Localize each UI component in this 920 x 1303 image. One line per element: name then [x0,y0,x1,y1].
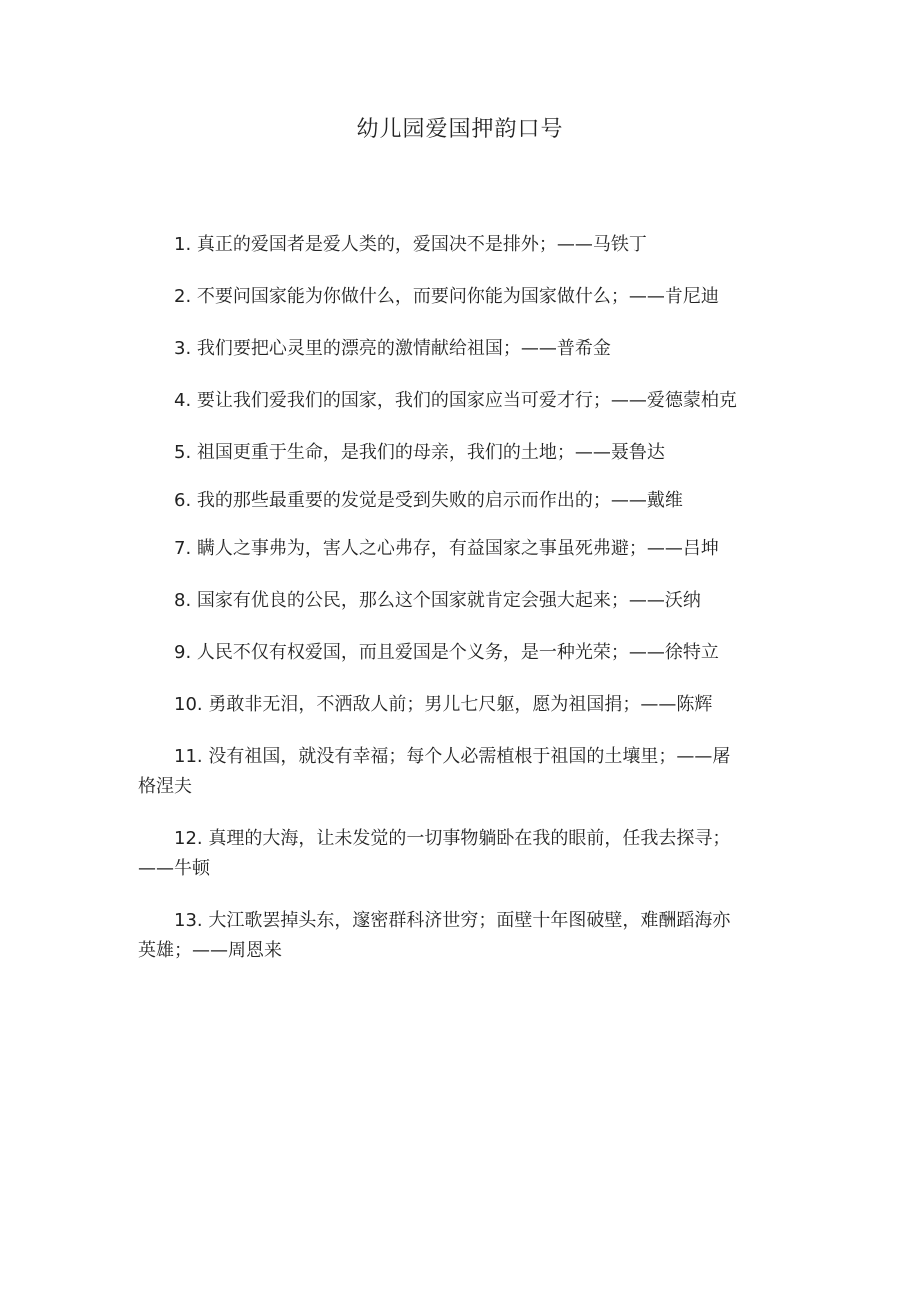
item-text: 人民不仅有权爱国，而且爱国是个义务，是一种光荣；——徐特立 [196,642,719,663]
list-item [138,230,738,260]
list-item [138,586,738,616]
item-number: 11. [174,746,203,767]
item-number: 3. [174,338,192,359]
list-item [138,638,738,668]
item-number: 6. [174,490,192,511]
item-number: 5. [174,442,192,463]
slogan-list [138,230,738,988]
list-item [138,334,738,364]
item-number: 7. [174,538,192,559]
item-text: 祖国更重于生命，是我们的母亲，我们的土地；——聂鲁达 [196,442,665,463]
page-title: 幼儿园爱国押韵口号 [356,117,564,142]
item-text: 要让我们爱我们的国家，我们的国家应当可爱才行；——爱德蒙柏克 [196,390,737,411]
item-text: 大江歌罢掉头东，邃密群科济世穷；面壁十年图破壁，难酬蹈海亦英雄；——周恩来 [138,910,731,961]
item-text: 我的那些最重要的发觉是受到失败的启示而作出的；——戴维 [196,490,683,511]
item-text: 瞒人之事弗为，害人之心弗存，有益国家之事虽死弗避；——吕坤 [196,538,719,559]
item-number: 4. [174,390,192,411]
list-item [138,386,738,416]
item-text: 真正的爱国者是爱人类的，爱国决不是排外；——马铁丁 [196,234,647,255]
item-number: 13. [174,910,203,931]
item-number: 1. [174,234,192,255]
item-number: 2. [174,286,192,307]
list-item [138,742,738,802]
item-number: 12. [174,828,203,849]
list-item [138,824,738,884]
item-number: 10. [174,694,203,715]
list-item [138,486,738,516]
item-number: 8. [174,590,192,611]
item-text: 国家有优良的公民，那么这个国家就肯定会强大起来；——沃纳 [196,590,701,611]
item-text: 勇敢非无泪，不洒敌人前；男儿七尺躯，愿为祖国捐；——陈辉 [208,694,713,715]
item-text: 真理的大海，让未发觉的一切事物躺卧在我的眼前，任我去探寻；——牛顿 [138,828,731,879]
list-item [138,534,738,564]
list-item [138,282,738,312]
list-item [138,438,738,468]
item-text: 没有祖国，就没有幸福；每个人必需植根于祖国的土壤里；——屠格涅夫 [138,746,731,797]
item-text: 我们要把心灵里的漂亮的激情献给祖国；——普希金 [196,338,611,359]
item-number: 9. [174,642,192,663]
item-text: 不要问国家能为你做什么，而要问你能为国家做什么；——肯尼迪 [196,286,719,307]
list-item [138,690,738,720]
list-item [138,906,738,966]
